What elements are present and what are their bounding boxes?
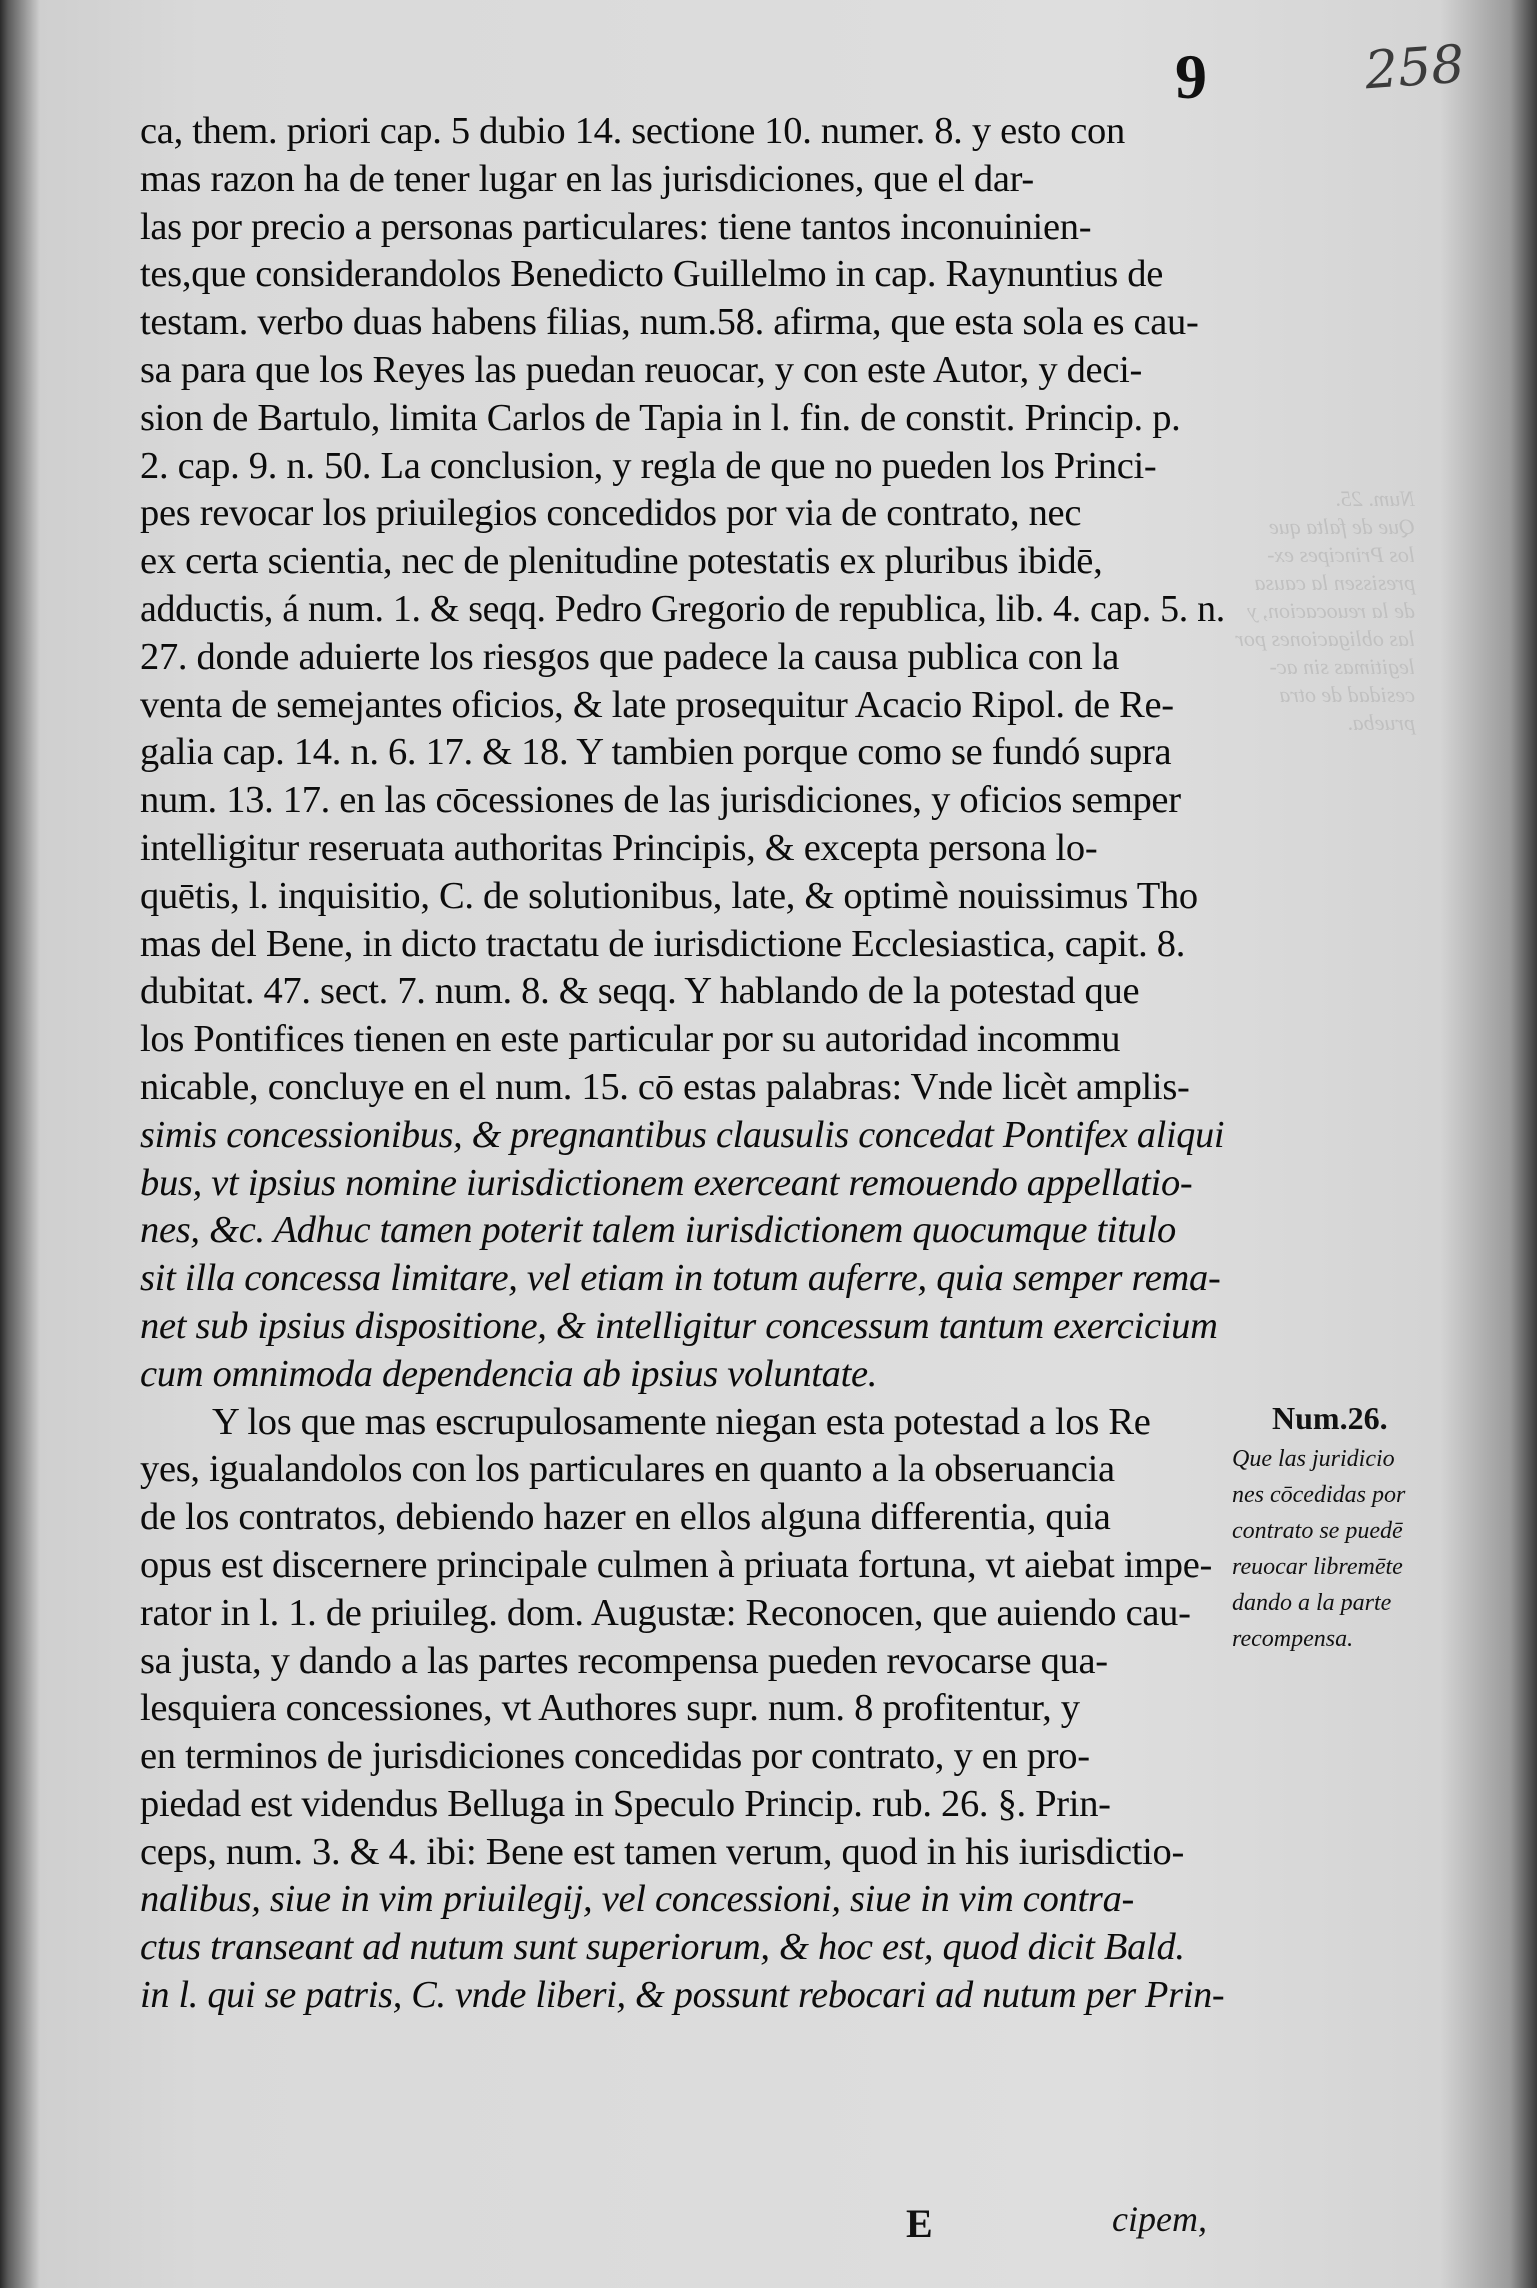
text-line: in l. qui se patris, C. vnde liberi, & possunt rebocari ad nutum per Prin- [140, 1974, 1225, 2017]
text-line: nes, &c. Adhuc tamen poterit talem iurisdictionem quocumque titulo [140, 1209, 1176, 1252]
show-through-line: prueba. [1347, 710, 1415, 735]
text-line: 27. donde aduierte los riesgos que padece la causa publica con la [140, 635, 1119, 678]
text-line: sa para que los Reyes las puedan reuocar, y con este Autor, y deci- [140, 348, 1143, 391]
text-line: pes revocar los priuilegios concedidos por via de contrato, nec [140, 492, 1082, 535]
text-line: nalibus, siue in vim priuilegij, vel concessioni, siue in vim contra- [140, 1878, 1135, 1921]
text-line: galia cap. 14. n. 6. 17. & 18. Y tambien porque como se fundó supra [140, 731, 1172, 774]
text-line: sa justa, y dando a las partes recompensa pueden revocarse qua- [140, 1639, 1108, 1682]
marginal-note [1232, 1395, 1472, 1657]
handwritten-page-number: 258 [1363, 34, 1467, 102]
signature-mark: E [906, 2201, 933, 2246]
text-line: piedad est videndus Belluga in Speculo Princip. rub. 26. §. Prin- [140, 1782, 1111, 1825]
text-line: de los contratos, debiendo hazer en ellos alguna differentia, quia [140, 1496, 1111, 1539]
text-line: los Pontifices tienen en este particular por su autoridad incommu [140, 1018, 1121, 1061]
text-line: quētis, l. inquisitio, C. de solutionibus, late, & optimè nouissimus Tho [140, 874, 1198, 917]
marginal-note-line: contrato se puedē [1232, 1518, 1403, 1544]
text-line: rator in l. 1. de priuileg. dom. Augustæ: Reconocen, que auiendo cau- [140, 1591, 1191, 1634]
text-line: 2. cap. 9. n. 50. La conclusion, y regla de que no pueden los Princi- [140, 444, 1157, 487]
show-through-line: cesidad de otra [1279, 682, 1415, 707]
text-line: en terminos de jurisdiciones concedidas por contrato, y en pro- [140, 1735, 1090, 1778]
text-line: sit illa concessa limitare, vel etiam in totum auferre, quia semper rema- [140, 1257, 1221, 1300]
text-line: venta de semejantes oficios, & late prosequitur Acacio Ripol. de Re- [140, 683, 1174, 726]
text-line: las por precio a personas particulares: tiene tantos inconuinien- [140, 205, 1092, 248]
text-line: adductis, á num. 1. & seqq. Pedro Gregorio de republica, lib. 4. cap. 5. n. [140, 587, 1225, 630]
marginal-note-line: reuocar libremēte [1232, 1554, 1403, 1580]
body-text [140, 108, 1225, 2020]
text-line: mas razon ha de tener lugar en las jurisdiciones, que el dar- [140, 157, 1034, 200]
text-line: nicable, concluye en el num. 15. cō estas palabras: Vnde licèt amplis- [140, 1065, 1190, 1108]
catchword: cipem, [1112, 2199, 1207, 2239]
text-line: yes, igualandolos con los particulares en quanto a la obseruancia [140, 1448, 1115, 1491]
text-line: testam. verbo duas habens filias, num.58. afirma, que esta sola es cau- [140, 301, 1199, 344]
text-line: mas del Bene, in dicto tractatu de iurisdictione Ecclesiastica, capit. 8. [140, 922, 1186, 965]
show-through-line: Que de falta que [1268, 514, 1415, 539]
text-line: Y los que mas escrupulosamente niegan esta potestad a los Re [212, 1400, 1151, 1443]
marginal-note-line: nes cōcedidas por [1232, 1482, 1406, 1508]
show-through-line: de la reuocacion, y [1247, 598, 1415, 623]
marginal-note-line: recompensa. [1232, 1626, 1354, 1652]
text-line: intelligitur reseruata authoritas Principis, & excepta persona lo- [140, 826, 1098, 869]
show-through-line: Num. 25. [1334, 486, 1415, 511]
show-through-line: las obligaciones por [1235, 626, 1415, 651]
text-line: ceps, num. 3. & 4. ibi: Bene est tamen verum, quod in his iurisdictio- [140, 1830, 1185, 1873]
text-line: num. 13. 17. en las cōcessiones de las jurisdiciones, y oficios semper [140, 779, 1181, 822]
text-line: ex certa scientia, nec de plenitudine potestatis ex pluribus ibidē, [140, 540, 1103, 583]
marginal-note-heading: Num.26. [1272, 1400, 1388, 1436]
text-line: simis concessionibus, & pregnantibus clausulis concedat Pontifex aliqui [140, 1113, 1225, 1156]
show-through-marginal-note [1235, 485, 1415, 737]
text-line: tes,que considerandolos Benedicto Guillelmo in cap. Raynuntius de [140, 253, 1163, 296]
show-through-line: los Principes ex- [1267, 542, 1415, 567]
show-through-line: legitimas sin ac- [1269, 654, 1415, 679]
text-line: ctus transeant ad nutum sunt superiorum, & hoc est, quod dicit Bald. [140, 1926, 1185, 1969]
text-line: lesquiera concessiones, vt Authores supr. num. 8 profitentur, y [140, 1687, 1080, 1730]
text-line: net sub ipsius dispositione, & intelligitur concessum tantum exercicium [140, 1304, 1218, 1347]
text-line: sion de Bartulo, limita Carlos de Tapia in l. fin. de constit. Princip. p. [140, 396, 1181, 439]
text-line: ca, them. priori cap. 5 dubio 14. sectione 10. numer. 8. y esto con [140, 110, 1125, 152]
marginal-note-line: dando a la parte [1232, 1590, 1392, 1616]
marginal-note-line: Que las juridicio [1232, 1446, 1395, 1472]
text-line: bus, vt ipsius nomine iurisdictionem exerceant remouendo appellatio- [140, 1161, 1193, 1204]
text-line: cum omnimoda dependencia ab ipsius voluntate. [140, 1352, 878, 1395]
text-line: opus est discernere principale culmen à priuata fortuna, vt aiebat impe- [140, 1543, 1213, 1586]
show-through-line: presissen la causa [1254, 570, 1415, 595]
folio-number: 9 [1175, 41, 1207, 112]
text-line: dubitat. 47. sect. 7. num. 8. & seqq. Y hablando de la potestad que [140, 970, 1140, 1013]
